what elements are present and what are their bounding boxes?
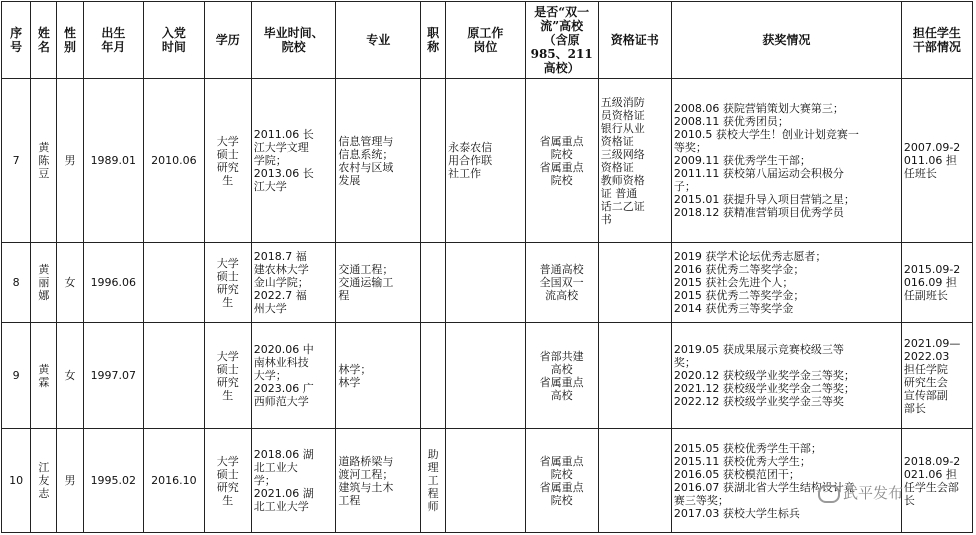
header-job: 原工作 岗位 [446, 2, 525, 79]
cell-graduation: 2011.06 长 江大学文理 学院； 2013.06 长 江大学 [251, 79, 336, 243]
wechat-icon [818, 485, 840, 503]
header-major: 专业 [336, 2, 421, 79]
cell-education: 大学 硕士 研究 生 [204, 323, 251, 429]
cell-major: 林学； 林学 [336, 323, 421, 429]
cell-awards: 2019 获学术论坛优秀志愿者； 2016 获优秀二等奖学金； 2015 获社会先进个人； 2015 获优秀二等奖学金； 2014 获优秀三等奖学金 [671, 243, 901, 323]
cell-gender: 女 [57, 243, 83, 323]
header-row [2, 2, 973, 79]
cell-name: 黄 陈 豆 [31, 79, 57, 243]
cell-title [421, 79, 446, 243]
cell-dual-first-class: 省部共建 高校 省属重点 高校 [525, 323, 598, 429]
cell-party: 2010.06 [144, 79, 205, 243]
cell-no: 8 [2, 243, 31, 323]
cell-party [144, 243, 205, 323]
cell-gender: 女 [57, 323, 83, 429]
cell-graduation: 2018.7 福 建农林大学 金山学院； 2022.7 福 州大学 [251, 243, 336, 323]
table-row [2, 323, 973, 429]
table-row [2, 243, 973, 323]
watermark [818, 482, 903, 503]
cell-gender: 男 [57, 429, 83, 533]
cell-major: 道路桥梁与 渡河工程； 建筑与土木 工程 [336, 429, 421, 533]
header-gender: 性 别 [57, 2, 83, 79]
header-awards: 获奖情况 [671, 2, 901, 79]
cell-birth: 1989.01 [83, 79, 144, 243]
header-certificates: 资格证书 [598, 2, 671, 79]
cell-party [144, 323, 205, 429]
cell-gender: 男 [57, 79, 83, 243]
cell-birth: 1996.06 [83, 243, 144, 323]
header-title: 职 称 [421, 2, 446, 79]
cell-major: 交通工程； 交通运输工 程 [336, 243, 421, 323]
cell-education: 大学 硕士 研究 生 [204, 79, 251, 243]
table-row [2, 79, 973, 243]
header-dual-first-class: 是否“双一 流”高校 （含原 985、211 高校） [525, 2, 598, 79]
cell-awards: 2015.05 获校优秀学生干部； 2015.11 获校优秀大学生； 2016.05 获校模范团干； 2016.07 获湖北省大学生结构设计竞 赛三等奖； 2017.03 获校大学生标兵 [671, 429, 901, 533]
cell-certificates: 五级消防 员资格证 银行从业 资格证 三级网络 资格证 教师资格 证 普通 话二乙证 书 [598, 79, 671, 243]
header-birth: 出生 年月 [83, 2, 144, 79]
cell-job: 永泰农信 用合作联 社工作 [446, 79, 525, 243]
cell-major: 信息管理与 信息系统； 农村与区域 发展 [336, 79, 421, 243]
table-row [2, 429, 973, 533]
cell-name: 江 友 志 [31, 429, 57, 533]
cell-awards: 2019.05 获成果展示竞赛校级三等 奖； 2020.12 获校级学业奖学金三等奖； 2021.12 获校级学业奖学金二等奖； 2022.12 获校级学业奖学金三等奖 [671, 323, 901, 429]
cell-job [446, 323, 525, 429]
cell-birth: 1997.07 [83, 323, 144, 429]
cell-name: 黄 霖 [31, 323, 57, 429]
cell-graduation: 2020.06 中 南林业科技 大学； 2023.06 广 西师范大学 [251, 323, 336, 429]
header-cadre: 担任学生 干部情况 [901, 2, 972, 79]
cell-graduation: 2018.06 湖 北工业大 学； 2021.06 湖 北工业大学 [251, 429, 336, 533]
cell-title [421, 243, 446, 323]
cell-title: 助 理 工 程 师 [421, 429, 446, 533]
header-graduation: 毕业时间、 院校 [251, 2, 336, 79]
cell-no: 10 [2, 429, 31, 533]
cell-cadre: 2018.09-2 021.06 担 任学生会部 长 [901, 429, 972, 533]
cell-party: 2016.10 [144, 429, 205, 533]
candidate-table [1, 1, 973, 533]
header-education: 学历 [204, 2, 251, 79]
cell-certificates [598, 243, 671, 323]
cell-education: 大学 硕士 研究 生 [204, 243, 251, 323]
header-party: 入党 时间 [144, 2, 205, 79]
cell-dual-first-class: 普通高校 全国双一 流高校 [525, 243, 598, 323]
cell-name: 黄 丽 娜 [31, 243, 57, 323]
cell-job [446, 429, 525, 533]
cell-awards: 2008.06 获院营销策划大赛第三； 2008.11 获优秀团员； 2010.5 获校大学生！创业计划竞赛一 等奖； 2009.11 获优秀学生干部； 2011.11 获校第八届运动会积极分 子； 2015.01 获提升导入项目营销之星； 2018.12 获精准营销项目优秀学员 [671, 79, 901, 243]
cell-certificates [598, 429, 671, 533]
cell-dual-first-class: 省属重点 院校 省属重点 院校 [525, 429, 598, 533]
header-no: 序 号 [2, 2, 31, 79]
header-name: 姓 名 [31, 2, 57, 79]
cell-job [446, 243, 525, 323]
cell-cadre: 2015.09-2 016.09 担 任副班长 [901, 243, 972, 323]
watermark-text: 武平发布 [843, 484, 904, 502]
cell-education: 大学 硕士 研究 生 [204, 429, 251, 533]
cell-birth: 1995.02 [83, 429, 144, 533]
cell-no: 7 [2, 79, 31, 243]
cell-no: 9 [2, 323, 31, 429]
cell-cadre: 2021.09— 2022.03 担任学院 研究生会 宣传部副 部长 [901, 323, 972, 429]
cell-cadre: 2007.09-2 011.06 担 任班长 [901, 79, 972, 243]
cell-dual-first-class: 省属重点 院校 省属重点 院校 [525, 79, 598, 243]
cell-title [421, 323, 446, 429]
cell-certificates [598, 323, 671, 429]
